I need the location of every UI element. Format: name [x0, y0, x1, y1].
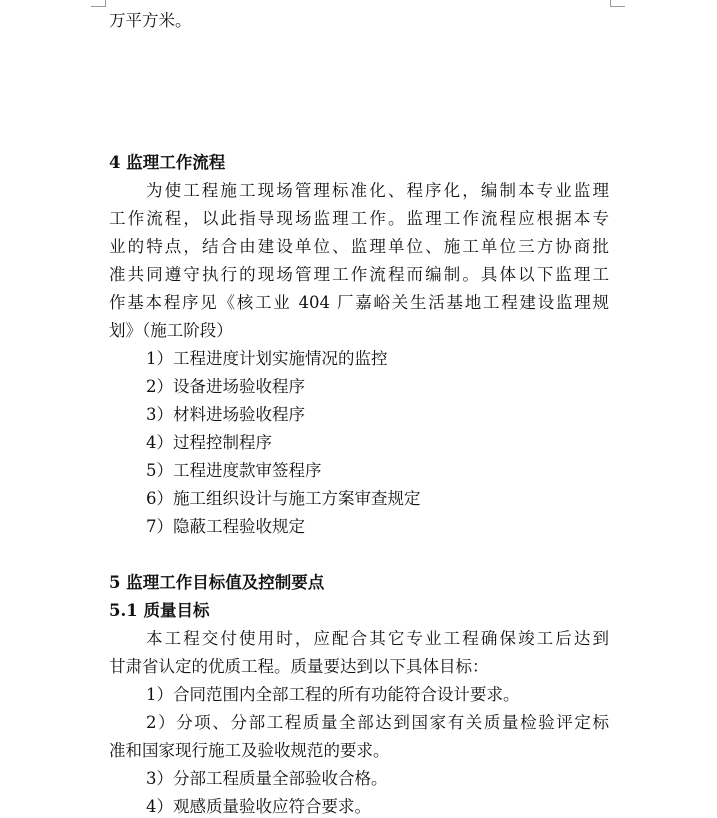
section-4-paragraph-line: 划》（施工阶段）	[109, 321, 233, 340]
page-corner-mark-left	[91, 0, 106, 7]
section-4-paragraph-line: 业的特点，结合由建设单位、监理单位、施工单位三方协商批	[109, 237, 609, 256]
section-5-1-subheading: 5.1 质量目标	[109, 601, 210, 620]
section-4-paragraph-line: 准共同遵守执行的现场管理工作流程而编制。具体以下监理工	[109, 265, 609, 284]
list-item: 1）工程进度计划实施情况的监控	[146, 349, 388, 368]
section-4-paragraph-line: 工作流程，以此指导现场监理工作。监理工作流程应根据本专	[109, 209, 609, 228]
list-item: 3）材料进场验收程序	[146, 405, 305, 424]
list-item: 3）分部工程质量全部验收合格。	[146, 769, 388, 788]
list-item-continuation: 准和国家现行施工及验收规范的要求。	[109, 741, 390, 760]
list-item: 4）过程控制程序	[146, 433, 272, 452]
section-4-paragraph-line: 为使工程施工现场管理标准化、程序化，编制本专业监理	[146, 181, 609, 200]
top-fragment-text: 万平方米。	[109, 11, 192, 30]
list-item: 2）分项、分部工程质量全部达到国家有关质量检验评定标	[146, 713, 609, 732]
section-5-paragraph-line: 甘肃省认定的优质工程。质量要达到以下具体目标：	[109, 657, 489, 676]
list-item: 7）隐蔽工程验收规定	[146, 517, 305, 536]
list-item: 1）合同范围内全部工程的所有功能符合设计要求。	[146, 685, 520, 704]
page-corner-mark-right	[610, 0, 625, 7]
section-5-paragraph-line: 本工程交付使用时，应配合其它专业工程确保竣工后达到	[146, 629, 609, 648]
section-4-paragraph-line: 作基本程序见《核工业 404 厂嘉峪关生活基地工程建设监理规	[109, 293, 609, 312]
list-item: 4）观感质量验收应符合要求。	[146, 797, 371, 816]
list-item: 5）工程进度款审签程序	[146, 461, 322, 480]
section-4-heading: 4 监理工作流程	[109, 153, 226, 172]
list-item: 6）施工组织设计与施工方案审查规定	[146, 489, 421, 508]
list-item: 2）设备进场验收程序	[146, 377, 305, 396]
section-5-heading: 5 监理工作目标值及控制要点	[109, 573, 325, 592]
